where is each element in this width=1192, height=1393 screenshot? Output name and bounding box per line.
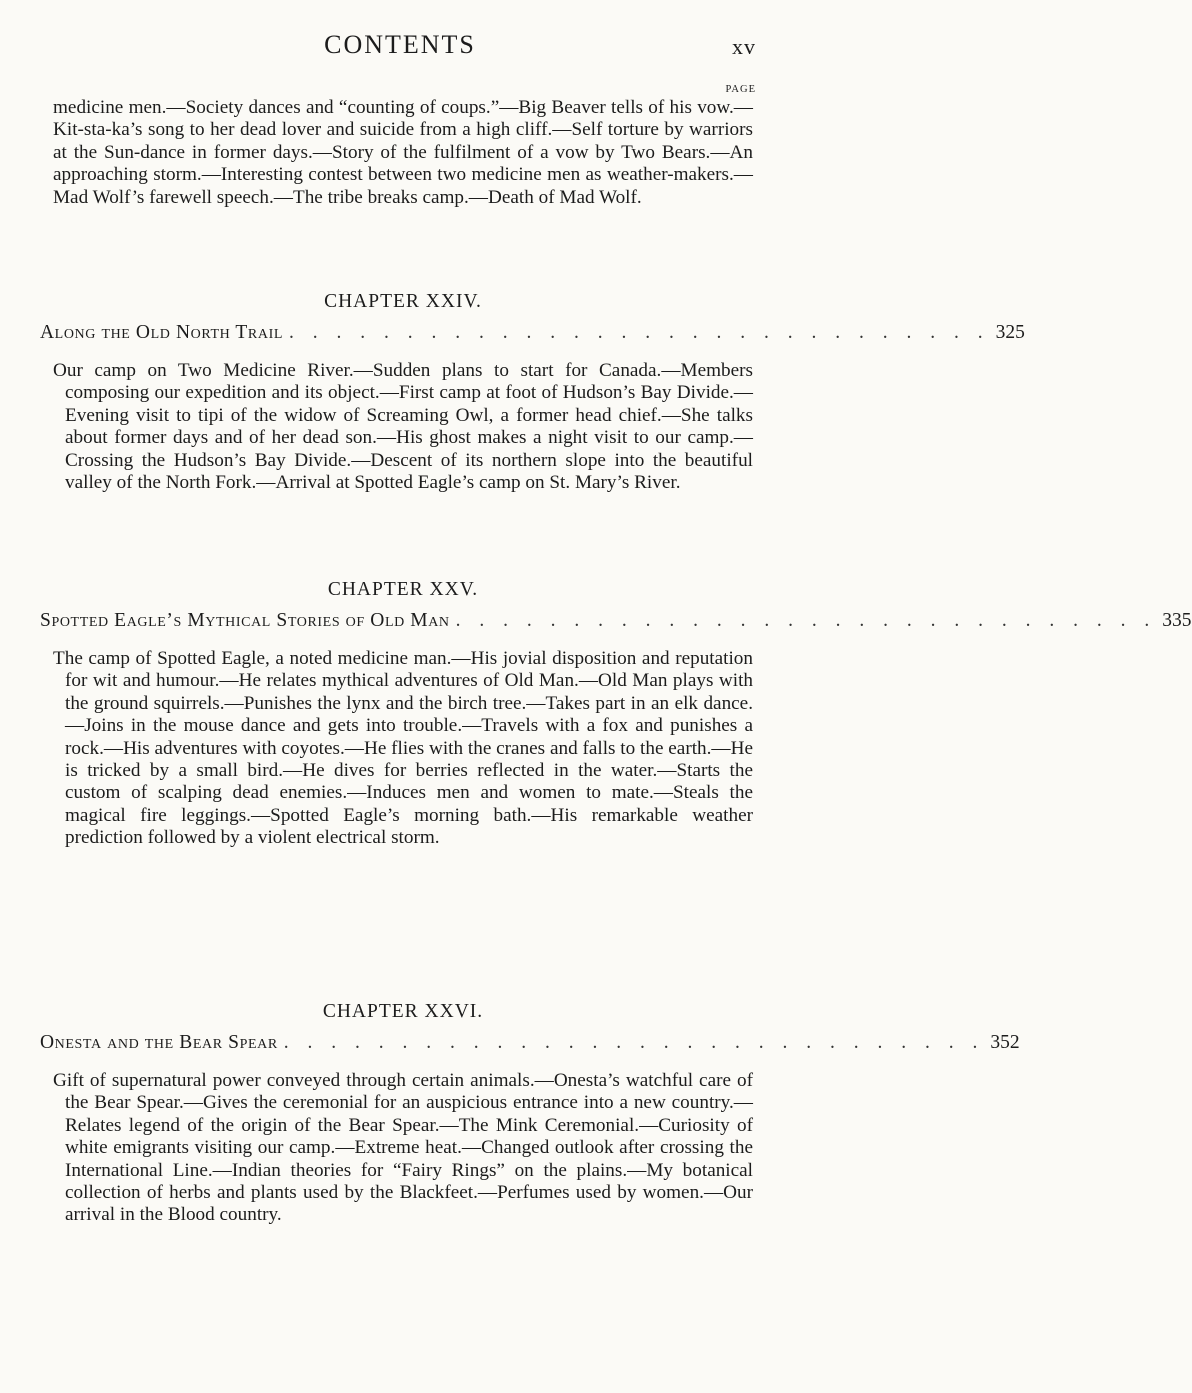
chapter-heading: CHAPTER XXIV. [324, 291, 482, 312]
dot-leader: . . . . . . . . . . . . . . . . . . . . . . . . . . . . . . [283, 1032, 985, 1053]
toc-entry[interactable] [40, 1030, 1020, 1056]
dot-leader: . . . . . . . . . . . . . . . . . . . . . . . . . . . . . . [289, 322, 990, 343]
toc-entry[interactable] [40, 608, 1192, 634]
toc-entry[interactable] [40, 320, 1025, 346]
continued-summary [53, 97, 753, 209]
page-column-label: PAGE [725, 84, 756, 95]
chapter-summary: The camp of Spotted Eagle, a noted medicine man.—His jovial disposition and reputation for wit and humour.—He relates mythical adventures of Old Man.—Old Man plays with the ground squirrels.—Punishes the lynx and the birch tree.—Takes part in an elk dance.—Joins in the mouse dance and gets into trouble.—Travels with a fox and punishes a rock.—His adventures with coyotes.—He flies with the cranes and falls to the earth.—He is tricked by a small bird.—He dives for berries reflected in the water.—Starts the custom of scalping dead enemies.—Induces men and women to mate.—Steals the magical fire leggings.—Spotted Eagle’s morning bath.—His remarkable weather prediction followed by a violent electrical storm. [53, 648, 753, 849]
chapter-page-number: 335 [1162, 610, 1192, 631]
running-head [0, 30, 800, 70]
running-title: CONTENTS [324, 30, 476, 59]
dot-leader: . . . . . . . . . . . . . . . . . . . . . . . . . . . . . . [455, 610, 1157, 631]
chapter-title: Onesta and the Bear Spear [40, 1032, 278, 1053]
chapter-title: Spotted Eagle’s Mythical Stories of Old Man [40, 610, 450, 631]
page-number: xv [732, 34, 756, 59]
chapter-summary: Our camp on Two Medicine River.—Sudden plans to start for Canada.—Members composing our expedition and its object.—First camp at foot of Hudson’s Bay Divide.—Evening visit to tipi of the widow of Screaming Owl, a former head chief.—She talks about former days and of her dead son.—His ghost makes a night visit to our camp.—Crossing the Hudson’s Bay Divide.—Descent of its northern slope into the beautiful valley of the North Fork.—Arrival at Spotted Eagle’s camp on St. Mary’s River. [53, 360, 753, 494]
chapter-summary: Gift of supernatural power conveyed through certain animals.—Onesta’s watchful care of the Bear Spear.—Gives the ceremonial for an auspicious entrance into a new country.—Relates legend of the origin of the Bear Spear.—The Mink Ceremonial.—Curiosity of white emigrants visiting our camp.—Extreme heat.—Changed outlook after crossing the International Line.—Indian theories for “Fairy Rings” on the plains.—My botanical collection of herbs and plants used by the Blackfeet.—Perfumes used by women.—Our arrival in the Blood country. [53, 1070, 753, 1226]
chapter-heading: CHAPTER XXVI. [322, 1001, 484, 1022]
chapter-entry-xxiv [40, 290, 1025, 494]
chapter-entry-xxv [40, 578, 1192, 850]
chapter-heading: CHAPTER XXV. [327, 579, 479, 600]
chapter-page-number: 325 [995, 322, 1025, 343]
summary-text: medicine men.—Society dances and “counting of coups.”—Big Beaver tells of his vow.—Kit-sta-ka’s song to her dead lover and suicide from a high cliff.—Self torture by warriors at the Sun-dance in former days.—Story of the fulfilment of a vow by Two Bears.—An approaching storm.—Interesting contest between two medicine men as weather-makers.—Mad Wolf’s farewell speech.—The tribe breaks camp.—Death of Mad Wolf. [53, 97, 753, 208]
chapter-title: Along the Old North Trail [40, 322, 283, 343]
chapter-entry-xxvi [40, 1000, 1020, 1227]
chapter-page-number: 352 [990, 1032, 1020, 1053]
